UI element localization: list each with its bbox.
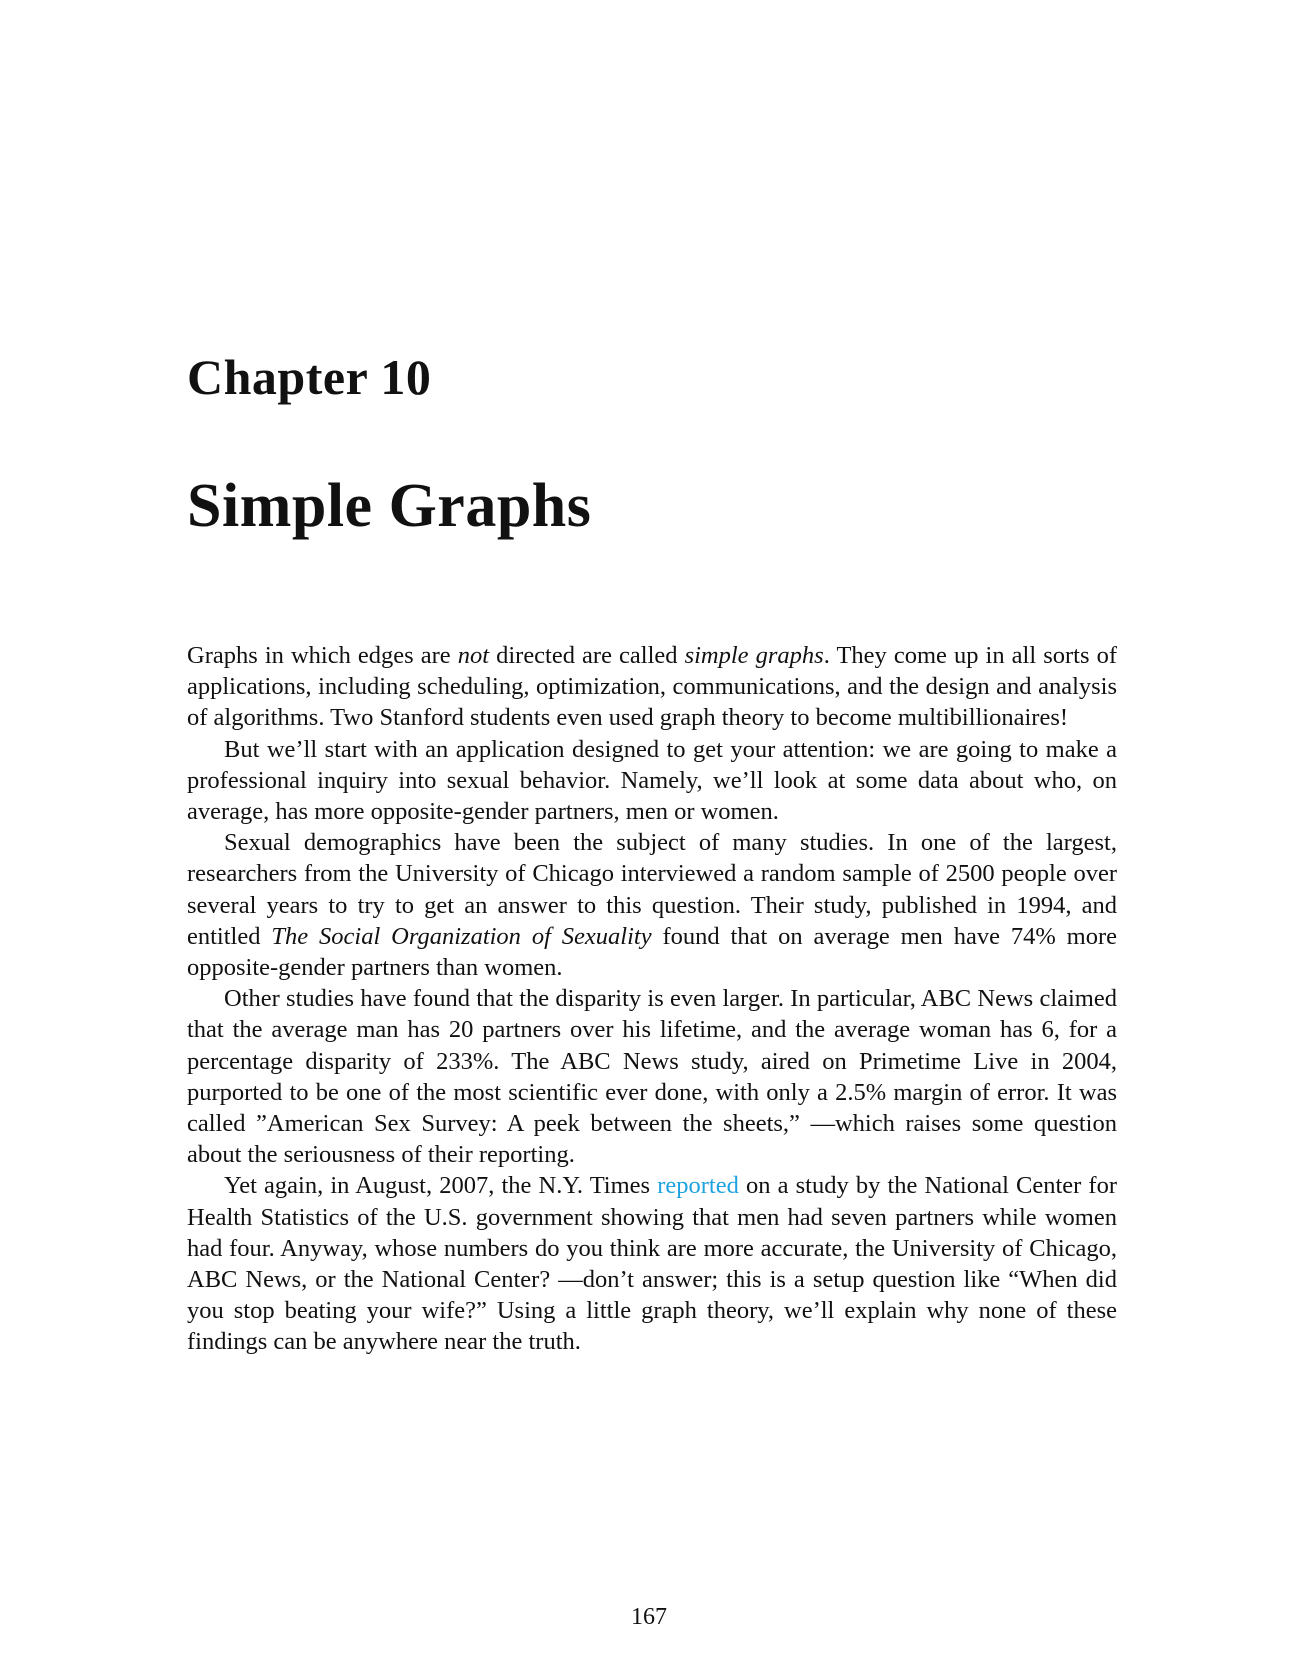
emphasis-not: not: [457, 642, 490, 669]
paragraph-1-text-a: Graphs in which edges are: [187, 642, 458, 669]
paragraph-3: [187, 827, 1117, 983]
book-title: The Social Organization of Sexuality: [271, 922, 652, 950]
paragraph-1: [187, 640, 1117, 734]
paragraph-3-text-a: Sexual demographics have been the subject of many studies. In one of the largest, researchers from the University of Chicago interviewed a random sample of 2500 people over several years to try to get an answer to this question. Their study, published in 1994, and entitled: [187, 829, 1117, 950]
chapter-body: [187, 640, 1117, 1358]
paragraph-1-text-e: . They come up in all sorts of applications, including scheduling, optimization, communications, and the design and analysis of algorithms. Two Stanford students even used graph theory to become multibillionaires!: [187, 642, 1117, 732]
paragraph-5-text-b: on a study by the National Center for Health Statistics of the U.S. government showing that men had seven partners while women had four. Anyway, whose numbers do you think are more accurate, the University of Chicago, ABC News, or the National Center? —don’t answer; this is a setup question like “When did you stop beating your wife?” Using a little graph theory, we’ll explain why none of these findings can be anywhere near the truth.: [187, 1172, 1117, 1356]
chapter-title: Simple Graphs: [187, 472, 592, 540]
term-simple-graphs: simple graphs: [684, 642, 824, 669]
paragraph-1-text-c: directed are called: [489, 642, 685, 669]
paragraph-2: But we’ll start with an application designed to get your attention: we are going to make a professional inquiry into sexual behavior. Namely, we’ll look at some data about who, on average, has more opposite-gender partners, men or women.: [187, 735, 1117, 826]
paragraph-3-text-c: found that on average men have 74% more opposite-gender partners than women.: [187, 922, 1117, 982]
chapter-label: Chapter 10: [187, 349, 432, 405]
paragraph-5: [187, 1170, 1117, 1357]
paragraph-4: Other studies have found that the disparity is even larger. In particular, ABC News claimed that the average man has 20 partners over his lifetime, and the average woman has 6, for a percentage disparity of 233%. The ABC News study, aired on Primetime Live in 2004, purported to be one of the most scientific ever done, with only a 2.5% margin of error. It was called ”American Sex Survey: A peek between the sheets,” —which raises some question about the seriousness of their reporting.: [187, 985, 1117, 1169]
paragraph-5-text-a: Yet again, in August, 2007, the N.Y. Times: [224, 1172, 658, 1200]
page-number: 167: [631, 1604, 667, 1630]
reported-link[interactable]: reported: [657, 1172, 739, 1200]
